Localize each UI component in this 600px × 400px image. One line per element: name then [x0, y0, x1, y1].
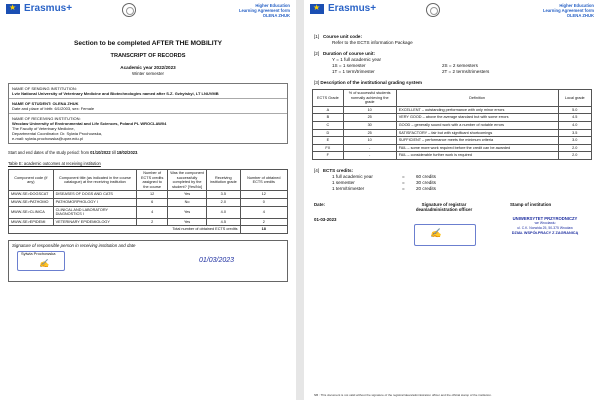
- credits-item: 1 term/trimester: [332, 185, 365, 191]
- cell: 4.0: [207, 206, 240, 218]
- study-period-prefix: Start and end dates of the study period: from: [8, 150, 91, 155]
- col-header: Was the component successfully completed by the student? [Yes/No]: [168, 170, 207, 191]
- col-header: Number of ECTS credits assigned to the course: [137, 170, 168, 191]
- cell: 10: [343, 137, 396, 145]
- cell: 4.0: [558, 121, 591, 129]
- page-header: [304, 0, 600, 24]
- cell: MWW-SE>PATHOMO: [9, 198, 54, 206]
- credits-item: 1 full academic year: [332, 173, 373, 179]
- cell: 4: [240, 206, 287, 218]
- table-row: [9, 206, 288, 218]
- cell: VETERINARY EPIDEMIOLOGY: [53, 218, 137, 226]
- institution-stamp: [504, 216, 586, 236]
- info-line: Date and place of birth: 6/1/2003, sex: Female: [12, 106, 95, 111]
- sending-institution: [9, 84, 287, 99]
- ects-credits-section: [314, 168, 590, 192]
- cell: 30: [343, 121, 396, 129]
- header-right-text: [239, 3, 290, 18]
- table-row: [9, 198, 288, 206]
- info-line: The Faculty of Veterinary Medicine,: [12, 126, 75, 131]
- transcript-page-right: [304, 0, 600, 400]
- cell: 3.5: [558, 129, 591, 137]
- table-caption: Table E: academic outcomes at receiving institution: [8, 161, 101, 166]
- cell: FAIL – some more work required before the credit can be awarded: [396, 144, 558, 152]
- cell: 4.5: [207, 218, 240, 226]
- academic-outcomes-table: [8, 169, 288, 234]
- credits-item: 1 semester: [332, 179, 355, 185]
- stamp-line: UNIWERSYTET PRZYRODNICZY: [512, 215, 578, 221]
- section-title: Duration of course unit:: [322, 51, 376, 56]
- table-row: [9, 218, 288, 226]
- cell: 2.0: [558, 144, 591, 152]
- cell: 2.0: [207, 198, 240, 206]
- footnote: NB : This document is not valid without the signature of the registrar/dean/administration officer and the official stamp of the institution.: [314, 393, 492, 397]
- cell: CLINICAL AND LABORATORY DIAGNOSTICS I: [53, 206, 137, 218]
- study-period-mid: till: [110, 150, 117, 155]
- signature-box: [8, 240, 288, 282]
- info-line: NAME OF STUDENT: OLENA ZHUK: [12, 101, 79, 106]
- section-number: [3]: [314, 80, 320, 85]
- cell: DISEASES OF DOGS AND CATS: [53, 191, 137, 199]
- cell: SUFFICIENT – performance meets the minimum criteria: [396, 137, 558, 145]
- table-row: [313, 129, 592, 137]
- cell: 3.0: [558, 137, 591, 145]
- page-gutter: [296, 0, 304, 400]
- erasmus-logo: Erasmus+: [328, 3, 377, 14]
- institution-info-box: [8, 83, 288, 144]
- receiving-institution: [9, 114, 287, 143]
- header-line: Learning Agreement form: [238, 8, 290, 13]
- cell: Yes: [168, 191, 207, 199]
- registrar-signature-area: [314, 202, 590, 262]
- cell: FX: [313, 144, 344, 152]
- col-header: Local grade: [558, 90, 591, 107]
- university-seal-icon: [426, 3, 440, 17]
- table-header-row: [9, 170, 288, 191]
- page-header: [0, 0, 296, 24]
- col-header: % of successful students normally achieving the grade: [343, 90, 396, 107]
- credits-value: 30 credits: [416, 179, 436, 185]
- duration-item: 1T = 1 term/trimester: [332, 69, 375, 74]
- cell: 2: [137, 218, 168, 226]
- cell: 4.5: [558, 114, 591, 122]
- section-title: Course unit code:: [322, 34, 363, 39]
- col-header: Component title (as indicated in the course catalogue) at the receiving institution: [53, 170, 137, 191]
- header-line: Higher Education: [255, 3, 290, 8]
- table-header-row: [313, 90, 592, 107]
- duration-row: [314, 69, 590, 75]
- info-line: Lviv National University of Veterinary Medicine and Biotechnologies named after S.Z. Gzhytskyi, LT LNUVMB: [12, 91, 219, 96]
- cell: 12: [137, 191, 168, 199]
- study-period-suffix: .: [137, 150, 139, 155]
- eu-flag-icon: [6, 4, 20, 14]
- table-row: [313, 144, 592, 152]
- signature-date: 01/03/2023: [199, 256, 235, 264]
- section-title: Section to be completed AFTER THE MOBILITY: [73, 40, 223, 47]
- duration-item: Y = 1 full academic year: [332, 57, 382, 62]
- cell: Yes: [168, 218, 207, 226]
- header-line: Learning Agreement form: [542, 8, 594, 13]
- cell: EXCELLENT – outstanding performance with only minor errors: [396, 106, 558, 114]
- header-right-text: [543, 3, 594, 18]
- date-block: [314, 202, 336, 222]
- cell: 2: [240, 218, 287, 226]
- duration-item: 1S = 1 semester: [332, 63, 366, 68]
- grading-table: [312, 89, 592, 160]
- cell: 10: [343, 106, 396, 114]
- cell: MWW-SE>CLINICA: [9, 206, 54, 218]
- info-line: Departmental Coordinator: Dr. Sylwia Prochowska,: [12, 131, 103, 136]
- info-line: NAME OF RECEIVING INSTITUTION:: [12, 116, 81, 121]
- student-info: [9, 99, 287, 114]
- cell: PATHOMORPHOLOGY I: [53, 198, 137, 206]
- date-label: Date:: [314, 201, 325, 207]
- section-number: [1]: [314, 34, 320, 39]
- cell: 5.0: [558, 106, 591, 114]
- grading-section: [314, 80, 590, 86]
- credits-row: [314, 186, 590, 192]
- cell: 25: [343, 129, 396, 137]
- total-label: Total number of obtained ECTS credits: [9, 226, 241, 234]
- total-row: [9, 226, 288, 234]
- duration-item: 2S = 2 semesters: [442, 63, 478, 68]
- transcript-page-left: [0, 0, 296, 400]
- section-title: ECTS credits:: [322, 167, 354, 173]
- header-line: OLENA ZHUK: [566, 13, 594, 18]
- cell: F: [313, 152, 344, 160]
- header-line: Higher Education: [559, 3, 594, 8]
- credits-eq: =: [402, 179, 405, 185]
- cell: FAIL – considerable further work is required: [396, 152, 558, 160]
- stamp-label: Stamp of institution: [510, 201, 552, 207]
- table-row: [313, 114, 592, 122]
- info-line: Wroclaw University of Environmental and Life Sciences, Poland PL WROCLAW04: [12, 121, 167, 126]
- cell: E: [313, 137, 344, 145]
- signatory-name: Sylwia Prochowska: [21, 250, 56, 256]
- stamp-line: DZIAŁ WSPÓŁPRACY Z ZAGRANICĄ: [511, 230, 579, 235]
- duration-item: 2T = 2 terms/trimesters: [442, 69, 490, 74]
- cell: 25: [343, 114, 396, 122]
- table-row: [9, 191, 288, 199]
- info-line: e-mail: sylwia.prochowska@upwr.edu.pl: [12, 136, 83, 141]
- cell: 0: [240, 198, 287, 206]
- info-line: NAME OF SENDING INSTITUTION:: [12, 86, 77, 91]
- credits-value: 60 credits: [416, 173, 436, 179]
- study-period-from: 01/10/2022: [90, 150, 111, 155]
- col-header: Receiving institution grade: [207, 170, 240, 191]
- section-number: [2]: [314, 51, 320, 56]
- study-period-till: 18/02/2023: [116, 150, 138, 155]
- cell: SATISFACTORY – fair but with significant shortcomings: [396, 129, 558, 137]
- section-text: Refer to the ECTS information Package: [332, 40, 413, 45]
- study-period: [8, 150, 288, 155]
- semester: Winter semester: [132, 71, 164, 76]
- cell: 2.0: [558, 152, 591, 160]
- cell: MWW-SE>EPIDEMI: [9, 218, 54, 226]
- total-value: 18: [240, 226, 287, 234]
- section-number: [4]: [314, 167, 320, 173]
- registrar-stamp: [414, 224, 476, 246]
- cell: 4: [137, 206, 168, 218]
- credits-value: 20 credits: [416, 185, 436, 191]
- cell: GOOD – generally sound work with a number of notable errors: [396, 121, 558, 129]
- date-value: 01-03-2023: [314, 216, 337, 222]
- cell: MWW-SE>DOGSCAT: [9, 191, 54, 199]
- registrar-signature: ✍: [430, 227, 442, 238]
- col-header: Number of obtained ECTS credits: [240, 170, 287, 191]
- handwritten-signature: ✍: [39, 258, 49, 268]
- cell: A: [313, 106, 344, 114]
- credits-eq: =: [402, 173, 405, 179]
- stamp-line: ul. C.K. Norwida 25, 50-375 Wrocław: [517, 225, 573, 230]
- header-line: OLENA ZHUK: [262, 13, 290, 18]
- credits-eq: =: [402, 185, 405, 191]
- col-header: Definition: [396, 90, 558, 107]
- table-row: [313, 106, 592, 114]
- stamp-line: we Wrocławiu: [534, 220, 556, 225]
- cell: C: [313, 121, 344, 129]
- erasmus-logo: Erasmus+: [24, 3, 73, 14]
- cell: D: [313, 129, 344, 137]
- table-row: [313, 137, 592, 145]
- university-seal-icon: [122, 3, 136, 17]
- course-unit-code-section: [314, 34, 590, 46]
- document-title: TRANSCRIPT OF RECORDS: [110, 53, 186, 59]
- cell: B: [313, 114, 344, 122]
- cell: 12: [240, 191, 287, 199]
- table-row: [313, 152, 592, 160]
- table-row: [313, 121, 592, 129]
- duration-section: [314, 51, 590, 75]
- cell: No: [168, 198, 207, 206]
- cell: 6: [137, 198, 168, 206]
- col-header: ECTS Grade: [313, 90, 344, 107]
- cell: Yes: [168, 206, 207, 218]
- academic-year: Academic year 2022/2023: [120, 65, 176, 70]
- col-header: Component code (if any): [9, 170, 54, 191]
- cell: 3.5: [207, 191, 240, 199]
- cell: -: [343, 152, 396, 160]
- signature-title: Signature of responsible person in receiving institution and date: [12, 242, 136, 248]
- section-title: Description of the institutional grading system: [320, 80, 422, 85]
- registrar-label: Signature of registrar dean/administration officer: [415, 201, 473, 212]
- cell: VERY GOOD – above the average standard but with some errors: [396, 114, 558, 122]
- eu-flag-icon: [310, 4, 324, 14]
- cell: -: [343, 144, 396, 152]
